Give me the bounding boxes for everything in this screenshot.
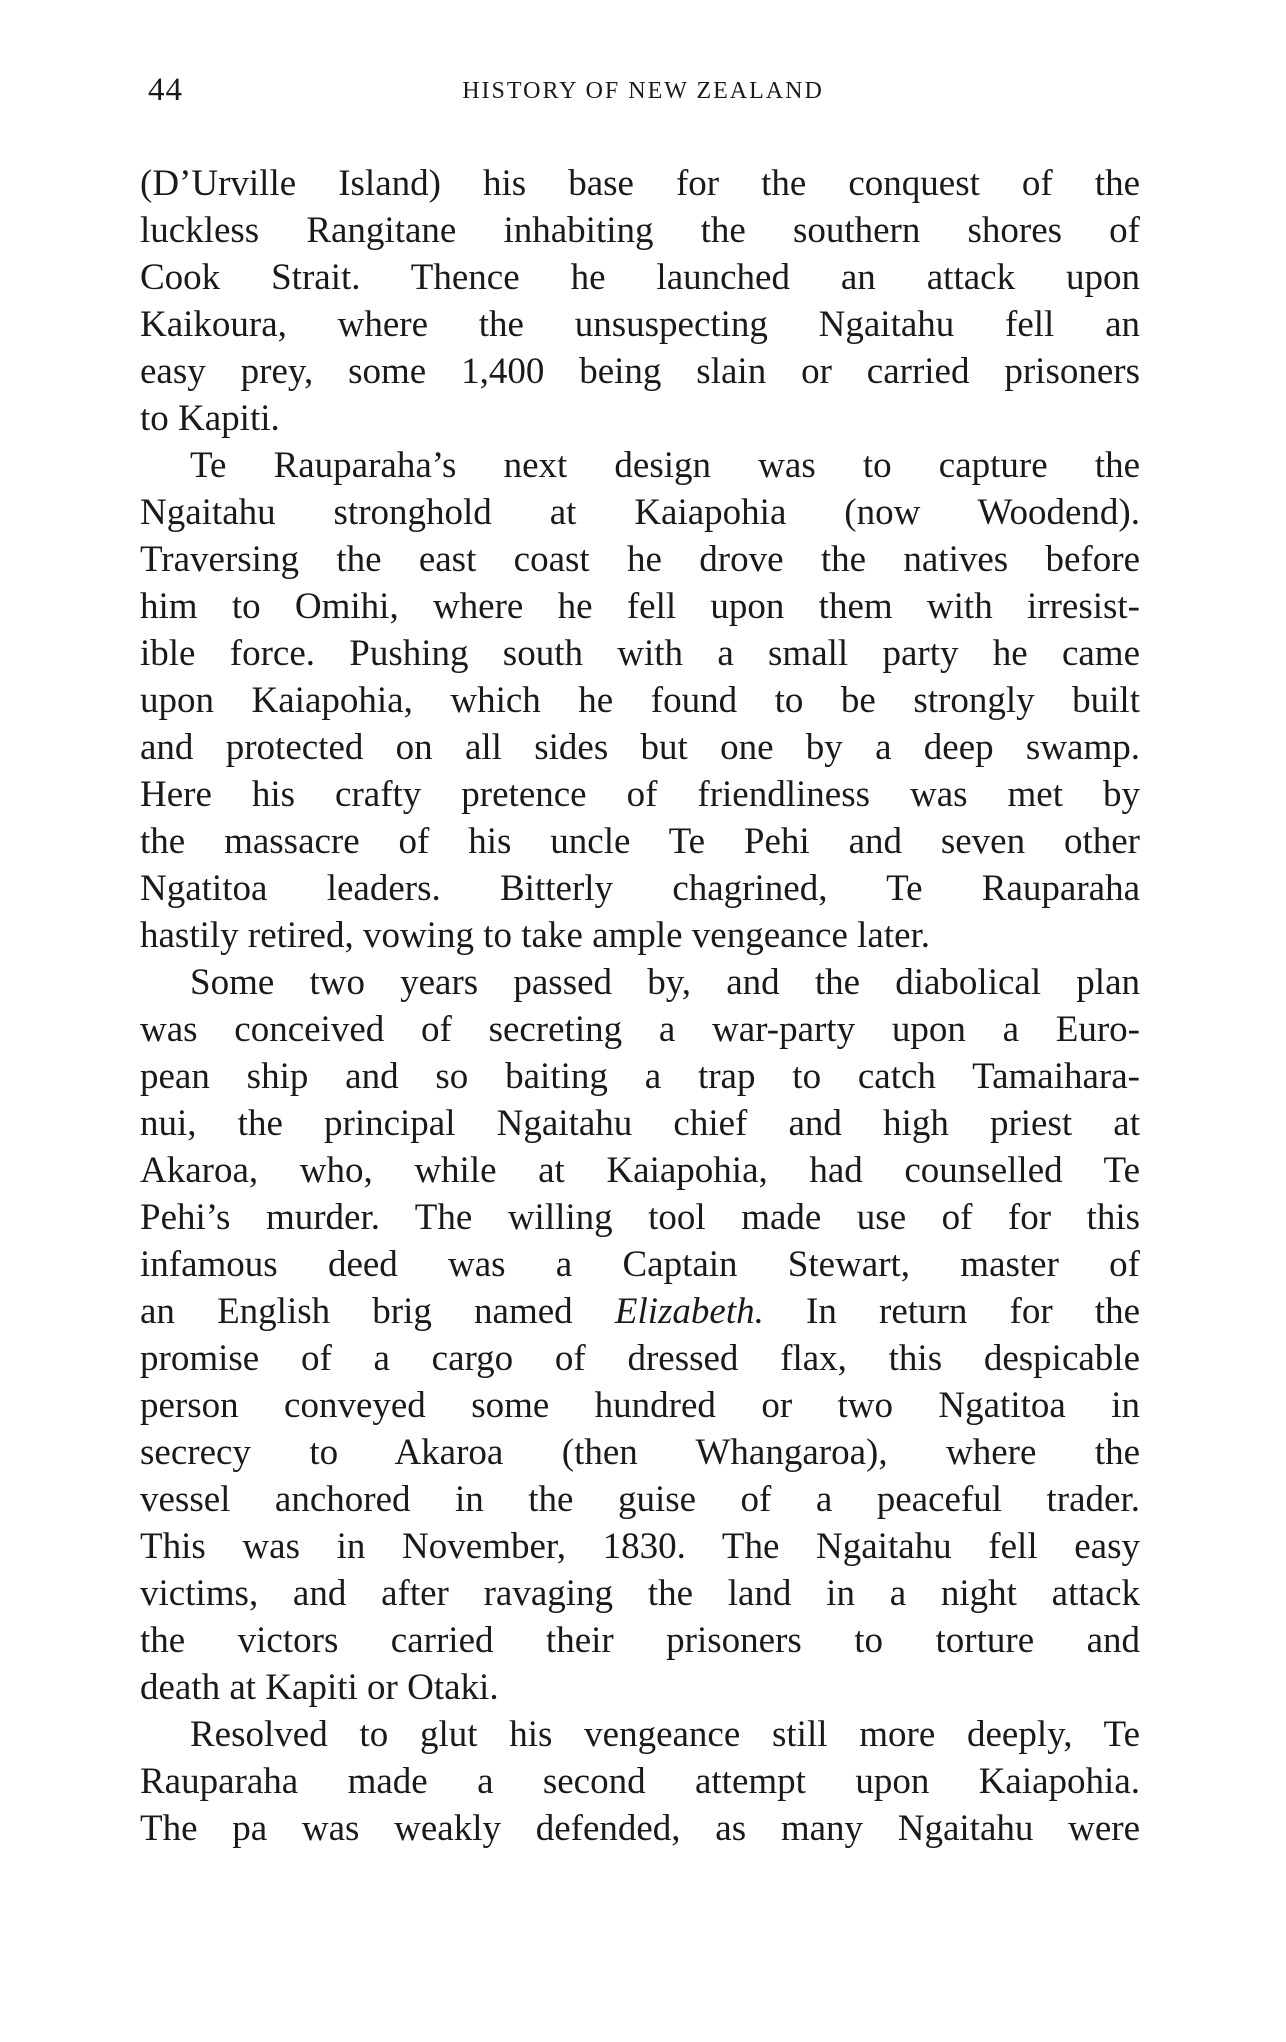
text-line-with-ship-name — [140, 1288, 1140, 1335]
text-line: Traversing the east coast he drove the natives before — [140, 539, 1140, 580]
text-line: secrecy to Akaroa (then Whangaroa), where the — [140, 1432, 1140, 1473]
text-line: luckless Rangitane inhabiting the southern shores of — [140, 210, 1140, 251]
text-line: (D’Urville Island) his base for the conquest of the — [140, 163, 1140, 204]
text-line: Ngatitoa leaders. Bitterly chagrined, Te Rauparaha — [140, 868, 1140, 909]
text-line: Here his crafty pretence of friendliness was met by — [140, 774, 1140, 815]
text-line: upon Kaiapohia, which he found to be strongly built — [140, 680, 1140, 721]
text-line: hastily retired, vowing to take ample vengeance later. — [140, 915, 931, 956]
text-line: Ngaitahu stronghold at Kaiapohia (now Woodend). — [140, 492, 1140, 533]
text-line: victims, and after ravaging the land in a night attack — [140, 1573, 1140, 1614]
text-line: him to Omihi, where he fell upon them with irresist- — [140, 586, 1140, 627]
text-line: pean ship and so baiting a trap to catch Tamaihara- — [140, 1056, 1140, 1097]
text-line: Some two years passed by, and the diabolical plan — [190, 962, 1140, 1003]
text-line: death at Kapiti or Otaki. — [140, 1667, 499, 1708]
text-line: Akaroa, who, while at Kaiapohia, had counselled Te — [140, 1150, 1140, 1191]
text-line: ible force. Pushing south with a small party he came — [140, 633, 1140, 674]
page-header — [148, 72, 1138, 122]
text-fragment: In return for the — [763, 1291, 1140, 1332]
text-line: person conveyed some hundred or two Ngatitoa in — [140, 1385, 1140, 1426]
text-line: to Kapiti. — [140, 398, 280, 439]
text-line: vessel anchored in the guise of a peaceful trader. — [140, 1479, 1140, 1520]
running-head: HISTORY OF NEW ZEALAND — [462, 78, 824, 104]
paragraph-4 — [140, 1711, 1140, 1852]
text-line: Cook Strait. Thence he launched an attack upon — [140, 257, 1140, 298]
text-line: Kaikoura, where the unsuspecting Ngaitahu fell an — [140, 304, 1140, 345]
text-line: This was in November, 1830. The Ngaitahu fell easy — [140, 1526, 1140, 1567]
paragraph-2 — [140, 442, 1140, 959]
page-number: 44 — [148, 72, 183, 108]
paragraph-3 — [140, 959, 1140, 1711]
paragraph-1 — [140, 160, 1140, 442]
text-line: and protected on all sides but one by a deep swamp. — [140, 727, 1140, 768]
text-line: Te Rauparaha’s next design was to capture the — [190, 445, 1140, 486]
text-line: The pa was weakly defended, as many Ngaitahu were — [140, 1808, 1140, 1849]
text-fragment: an English brig named — [140, 1291, 615, 1332]
text-line: easy prey, some 1,400 being slain or carried prisoners — [140, 351, 1140, 392]
text-line: nui, the principal Ngaitahu chief and high priest at — [140, 1103, 1140, 1144]
text-line: the massacre of his uncle Te Pehi and seven other — [140, 821, 1140, 862]
text-line: was conceived of secreting a war-party upon a Euro- — [140, 1009, 1140, 1050]
body-text — [140, 160, 1140, 1852]
text-line: Pehi’s murder. The willing tool made use of for this — [140, 1197, 1140, 1238]
text-line: Resolved to glut his vengeance still more deeply, Te — [190, 1714, 1140, 1755]
text-line: Rauparaha made a second attempt upon Kaiapohia. — [140, 1761, 1140, 1802]
text-line: the victors carried their prisoners to torture and — [140, 1620, 1140, 1661]
text-line: infamous deed was a Captain Stewart, master of — [140, 1244, 1140, 1285]
ship-name: Elizabeth. — [614, 1291, 764, 1332]
text-line: promise of a cargo of dressed flax, this despicable — [140, 1338, 1140, 1379]
